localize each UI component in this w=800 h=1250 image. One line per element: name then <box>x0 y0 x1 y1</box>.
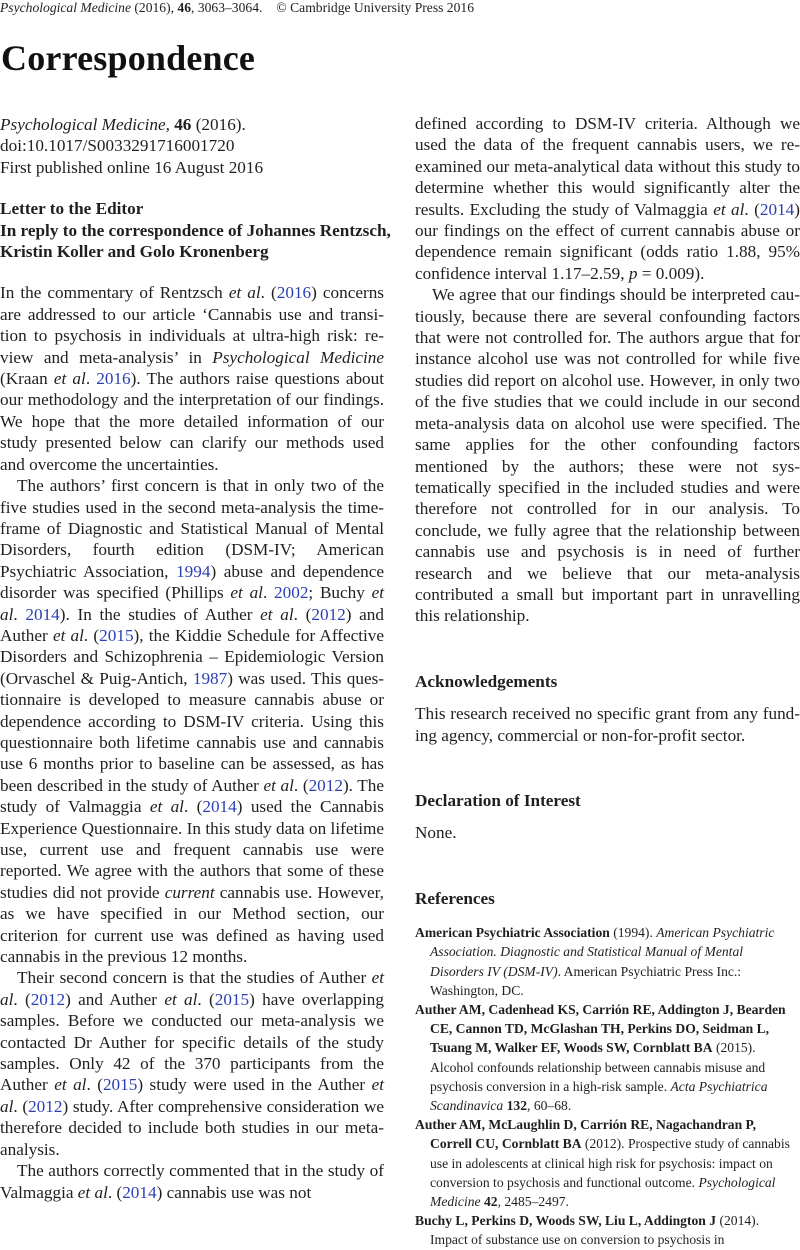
section-title: Correspondence <box>1 38 256 78</box>
running-head: Psychological Medicine (2016), 46, 3063–3064. © Cambridge University Press 2016 <box>0 0 474 15</box>
paragraph-1: In the commentary of Rentzsch et al. (2016) concerns are addressed to our article ‘Cannabis use and transition to psychosis in individuals at ultra-high risk: review and meta-analysis’ in Psychological Medicine (Kraan et al. 2016). The authors raise questions about our methodology and the interpretation of our findings. We hope that the more detailed information of our study presented below can clarify our methods used and overcome the uncertainties. <box>0 283 385 474</box>
citation-link[interactable]: 2012 <box>28 1096 63 1116</box>
references-heading: References <box>415 888 495 908</box>
citation-link[interactable]: 2015 <box>214 989 250 1009</box>
reference-item[interactable]: Auther AM, Cadenhead KS, Carrión RE, Addington J, Bearden CE, Cannon TD, McGlashan TH, Perkins DO, Seidman L, Tsuang M, Walker EF, Woods SW, Cornblatt BA (2015). Alcohol confounds relationship between cannabis misuse and psychosis conversion in a high-risk sample. Acta Psychiatrica Scandinavica 132, 60–68. <box>415 1002 786 1114</box>
declaration-text: None. <box>415 823 457 843</box>
citation-link[interactable]: 2012 <box>308 775 343 795</box>
citation-link[interactable]: 2016 <box>276 283 312 303</box>
article-meta: Psychological Medicine, 46 (2016). doi:10.1017/S0033291716001720 First published online 16 August 2016 <box>0 114 384 178</box>
acknowledgements-heading: Acknowledgements <box>415 671 558 691</box>
citation-link[interactable]: 1987 <box>192 668 228 688</box>
running-head-journal: Psychological Medicine <box>0 0 131 15</box>
citation-link[interactable]: 2014 <box>759 199 795 219</box>
citation-link[interactable]: 2014 <box>202 797 237 817</box>
declaration-heading: Declaration of Interest <box>415 790 581 810</box>
citation-link[interactable]: 2014 <box>122 1182 157 1202</box>
doi[interactable]: doi:10.1017/S0033291716001720 <box>0 136 235 156</box>
copyright: © Cambridge University Press 2016 <box>276 0 474 15</box>
citation-link[interactable]: 2002 <box>274 583 309 603</box>
citation-link[interactable]: 2016 <box>96 369 131 389</box>
meta-volume: 46 <box>174 115 192 134</box>
reference-item[interactable]: Buchy L, Perkins D, Woods SW, Liu L, Addington J (2014). Impact of substance use on conversion to psychosis in <box>415 1213 760 1248</box>
paragraph-4-continued: defined according to DSM-IV criteria. Although we used the data of the frequent cannabis users, we re-examined our meta-analytical data without this study to determine whether this would significantly alter the results. Excluding the study of Valmaggia et al. (2014) our findings on the effect of current cannabis abuse or dependence remain significant (odds ratio 1.88, 95% confidence interval 1.17–2.59, p = 0.009). <box>415 114 800 283</box>
letter-type: Letter to the Editor <box>0 199 144 219</box>
acknowledgements-text: This research received no specific grant from any funding agency, commercial or non-for-profit sector. <box>415 704 800 745</box>
letter-title-line2: Kristin Koller and Golo Kronenberg <box>0 242 269 262</box>
citation-link[interactable]: 1994 <box>176 561 211 581</box>
paragraph-3: Their second concern is that the studies of Auther et al. (2012) and Auther et al. (2015) have overlapping samples. Before we conducted our meta-analysis we contacted Dr Auther for specific details of the study samples. Only 42 of the 370 participants from the Auther et al. (2015) study were used in the Auther et al. (2012) study. After comprehensive consideration we therefore decided to include both studies in our meta-analysis. <box>0 968 385 1159</box>
citation-link[interactable]: 2014 <box>25 604 60 624</box>
citation-link[interactable]: 2012 <box>30 989 66 1009</box>
running-head-volume: 46 <box>177 0 192 15</box>
paragraph-5: We agree that our findings should be interpreted cautiously, because there are several confounding factors that were not controlled for. The authors argue that for instance alcohol use was not controlled for while five studies did report on alcohol use. However, in only two of the five studies that we could include in our second meta-analysis data on alcohol use were specified. The same applies for the other confounding factors mentioned by the authors; these were not systematically specified in the included studies and were therefore not controlled for in our analysis. To conclude, we fully agree that the relationship between cannabis use and psychosis is in need of further research and we believe that our meta-analysis contributed a small but important part in unravelling this relationship. <box>415 285 800 626</box>
published-date: First published online 16 August 2016 <box>0 157 264 177</box>
citation-link[interactable]: 2012 <box>311 604 346 624</box>
letter-heading <box>0 198 391 262</box>
reference-item[interactable]: American Psychiatric Association (1994). American Psychiatric Association. Diagnostic and Statistical Manual of Mental Disorders IV (DSM-IV). American Psychiatric Press Inc.: Washington, DC. <box>415 925 775 998</box>
running-head-pages: , 3063–3064. <box>191 0 263 15</box>
paragraph-4-start: The authors correctly commented that in the study of Valmaggia et al. (2014) cannabis use was not <box>0 1161 384 1202</box>
citation-link[interactable]: 2015 <box>102 1075 138 1095</box>
right-column <box>415 113 800 1250</box>
paragraph-2: The authors’ first concern is that in only two of the five studies used in the second meta-analysis the time-frame of Diagnostic and Statistical Manual of Mental Disorders, fourth edition (DSM-IV; American Psychiatric Association, 1994) abuse and dependence disorder was specified (Phillips et al. 2002; Buchy et al. 2014). In the studies of Auther et al. (2012) and Auther et al. (2015), the Kiddie Schedule for Affective Disorders and Schizophrenia – Epidemiologic Version (Orvaschel & Puig-Antich, 1987) was used. This questionnaire is developed to measure cannabis abuse or dependence according to DSM-IV criteria. Using this questionnaire both lifetime cannabis use and cannabis use 6 months prior to baseline can be assessed, as has been described in the study of Auther et al. (2012). The study of Valmaggia et al. (2014) used the Cannabis Experience Questionnaire. In this study data on lifetime use, current use and frequent cannabis use were reported. We agree with the authors that some of these studies did not provide current cannabis use. However, as we have specified in our Method section, our criterion for current use was defined as having used cannabis in the previous 12 months. <box>0 476 385 967</box>
citation-link[interactable]: 2015 <box>99 625 134 645</box>
reference-item[interactable]: Auther AM, McLaughlin D, Carrión RE, Nagachandran P, Correll CU, Cornblatt BA (2012). Prospective study of cannabis use in adolescents at clinical high risk for psychosis: impact on conversion to psychosis and functional outcome. Psychological Medicine 42, 2485–2497. <box>415 1117 790 1210</box>
reference-list <box>415 923 800 1249</box>
left-column <box>0 114 391 1203</box>
letter-title-line1: In reply to the correspondence of Johannes Rentzsch, <box>0 220 391 240</box>
meta-journal: Psychological Medicine, <box>0 115 170 134</box>
